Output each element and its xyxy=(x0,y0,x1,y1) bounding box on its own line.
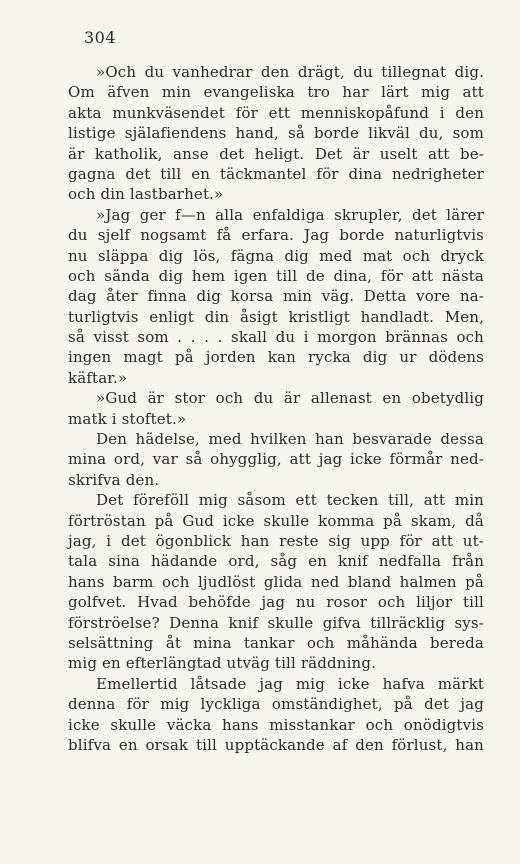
text-line: mig en efterlängtad utväg till räddning. xyxy=(68,654,377,673)
text-line: gagna det till en täckmantel för dina nedrigheter xyxy=(68,164,484,183)
text-line: »Jag ger f—n alla enfaldiga skrupler, det lärer xyxy=(96,205,484,224)
text-line: och sända dig hem igen till de dina, för att nästa xyxy=(68,266,484,285)
text-line: »Gud är stor och du är allenast en obetydlig xyxy=(96,389,484,408)
text-line: blifva en orsak till upptäckande af den förlust, han xyxy=(68,735,484,754)
text-line: turligtvis enligt din åsigt kristligt handladt. Men, xyxy=(68,307,484,326)
page-number: 304 xyxy=(84,28,117,47)
text-line: hans barm och ljudlöst glida ned bland halmen på xyxy=(68,572,484,591)
text-line: tala sina hädande ord, såg en knif nedfalla från xyxy=(68,552,484,571)
text-line: akta munkväsendet för ett menniskopåfund i den xyxy=(68,103,484,122)
text-line: förströelse? Denna knif skulle gifva tillräcklig sys- xyxy=(68,613,484,632)
text-line: denna för mig lyckliga omständighet, på det jag xyxy=(68,695,484,714)
text-line: nu släppa dig lös, fägna dig med mat och dryck xyxy=(68,246,484,265)
text-line: Det föreföll mig såsom ett tecken till, att min xyxy=(96,491,484,510)
text-line: listige själafiendens hand, så borde likväl du, som xyxy=(68,124,484,143)
text-line: ingen magt på jorden kan rycka dig ur dödens xyxy=(68,348,484,367)
text-line: »Och du vanhedrar den drägt, du tillegnat dig. xyxy=(96,63,484,81)
text-line: förtröstan på Gud icke skulle komma på skam, då xyxy=(68,511,484,530)
text-line: är katholik, anse det heligt. Det är uselt att be- xyxy=(68,144,484,163)
text-line: Den hädelse, med hvilken han besvarade dessa xyxy=(96,430,484,449)
text-line: Emellertid låtsade jag mig icke hafva märkt xyxy=(96,674,484,693)
text-line: mina ord, var så ohygglig, att jag icke förmår ned- xyxy=(68,450,484,469)
text-line: icke skulle väcka hans misstankar och onödigtvis xyxy=(68,715,484,734)
text-line: golfvet. Hvad behöfde jag nu rosor och liljor till xyxy=(68,593,484,612)
text-line: matk i stoftet.» xyxy=(68,409,187,428)
text-line: jag, i det ögonblick han reste sig upp för att ut- xyxy=(68,531,484,550)
text-line: dag åter finna dig korsa min väg. Detta vore na- xyxy=(68,287,484,306)
text-line: du sjelf nogsamt få erfara. Jag borde naturligtvis xyxy=(68,226,484,245)
text-line: och din lastbarhet.» xyxy=(68,185,224,204)
text-line: så visst som . . . . skall du i morgon brännas och xyxy=(68,328,484,347)
text-line: käftar.» xyxy=(68,368,128,387)
text-line: selsättning åt mina tankar och måhända bereda xyxy=(68,633,484,652)
text-line: Om äfven min evangeliska tro har lärt mig att xyxy=(68,83,484,102)
text-line: skrifva den. xyxy=(68,470,160,489)
body-text xyxy=(68,62,484,755)
